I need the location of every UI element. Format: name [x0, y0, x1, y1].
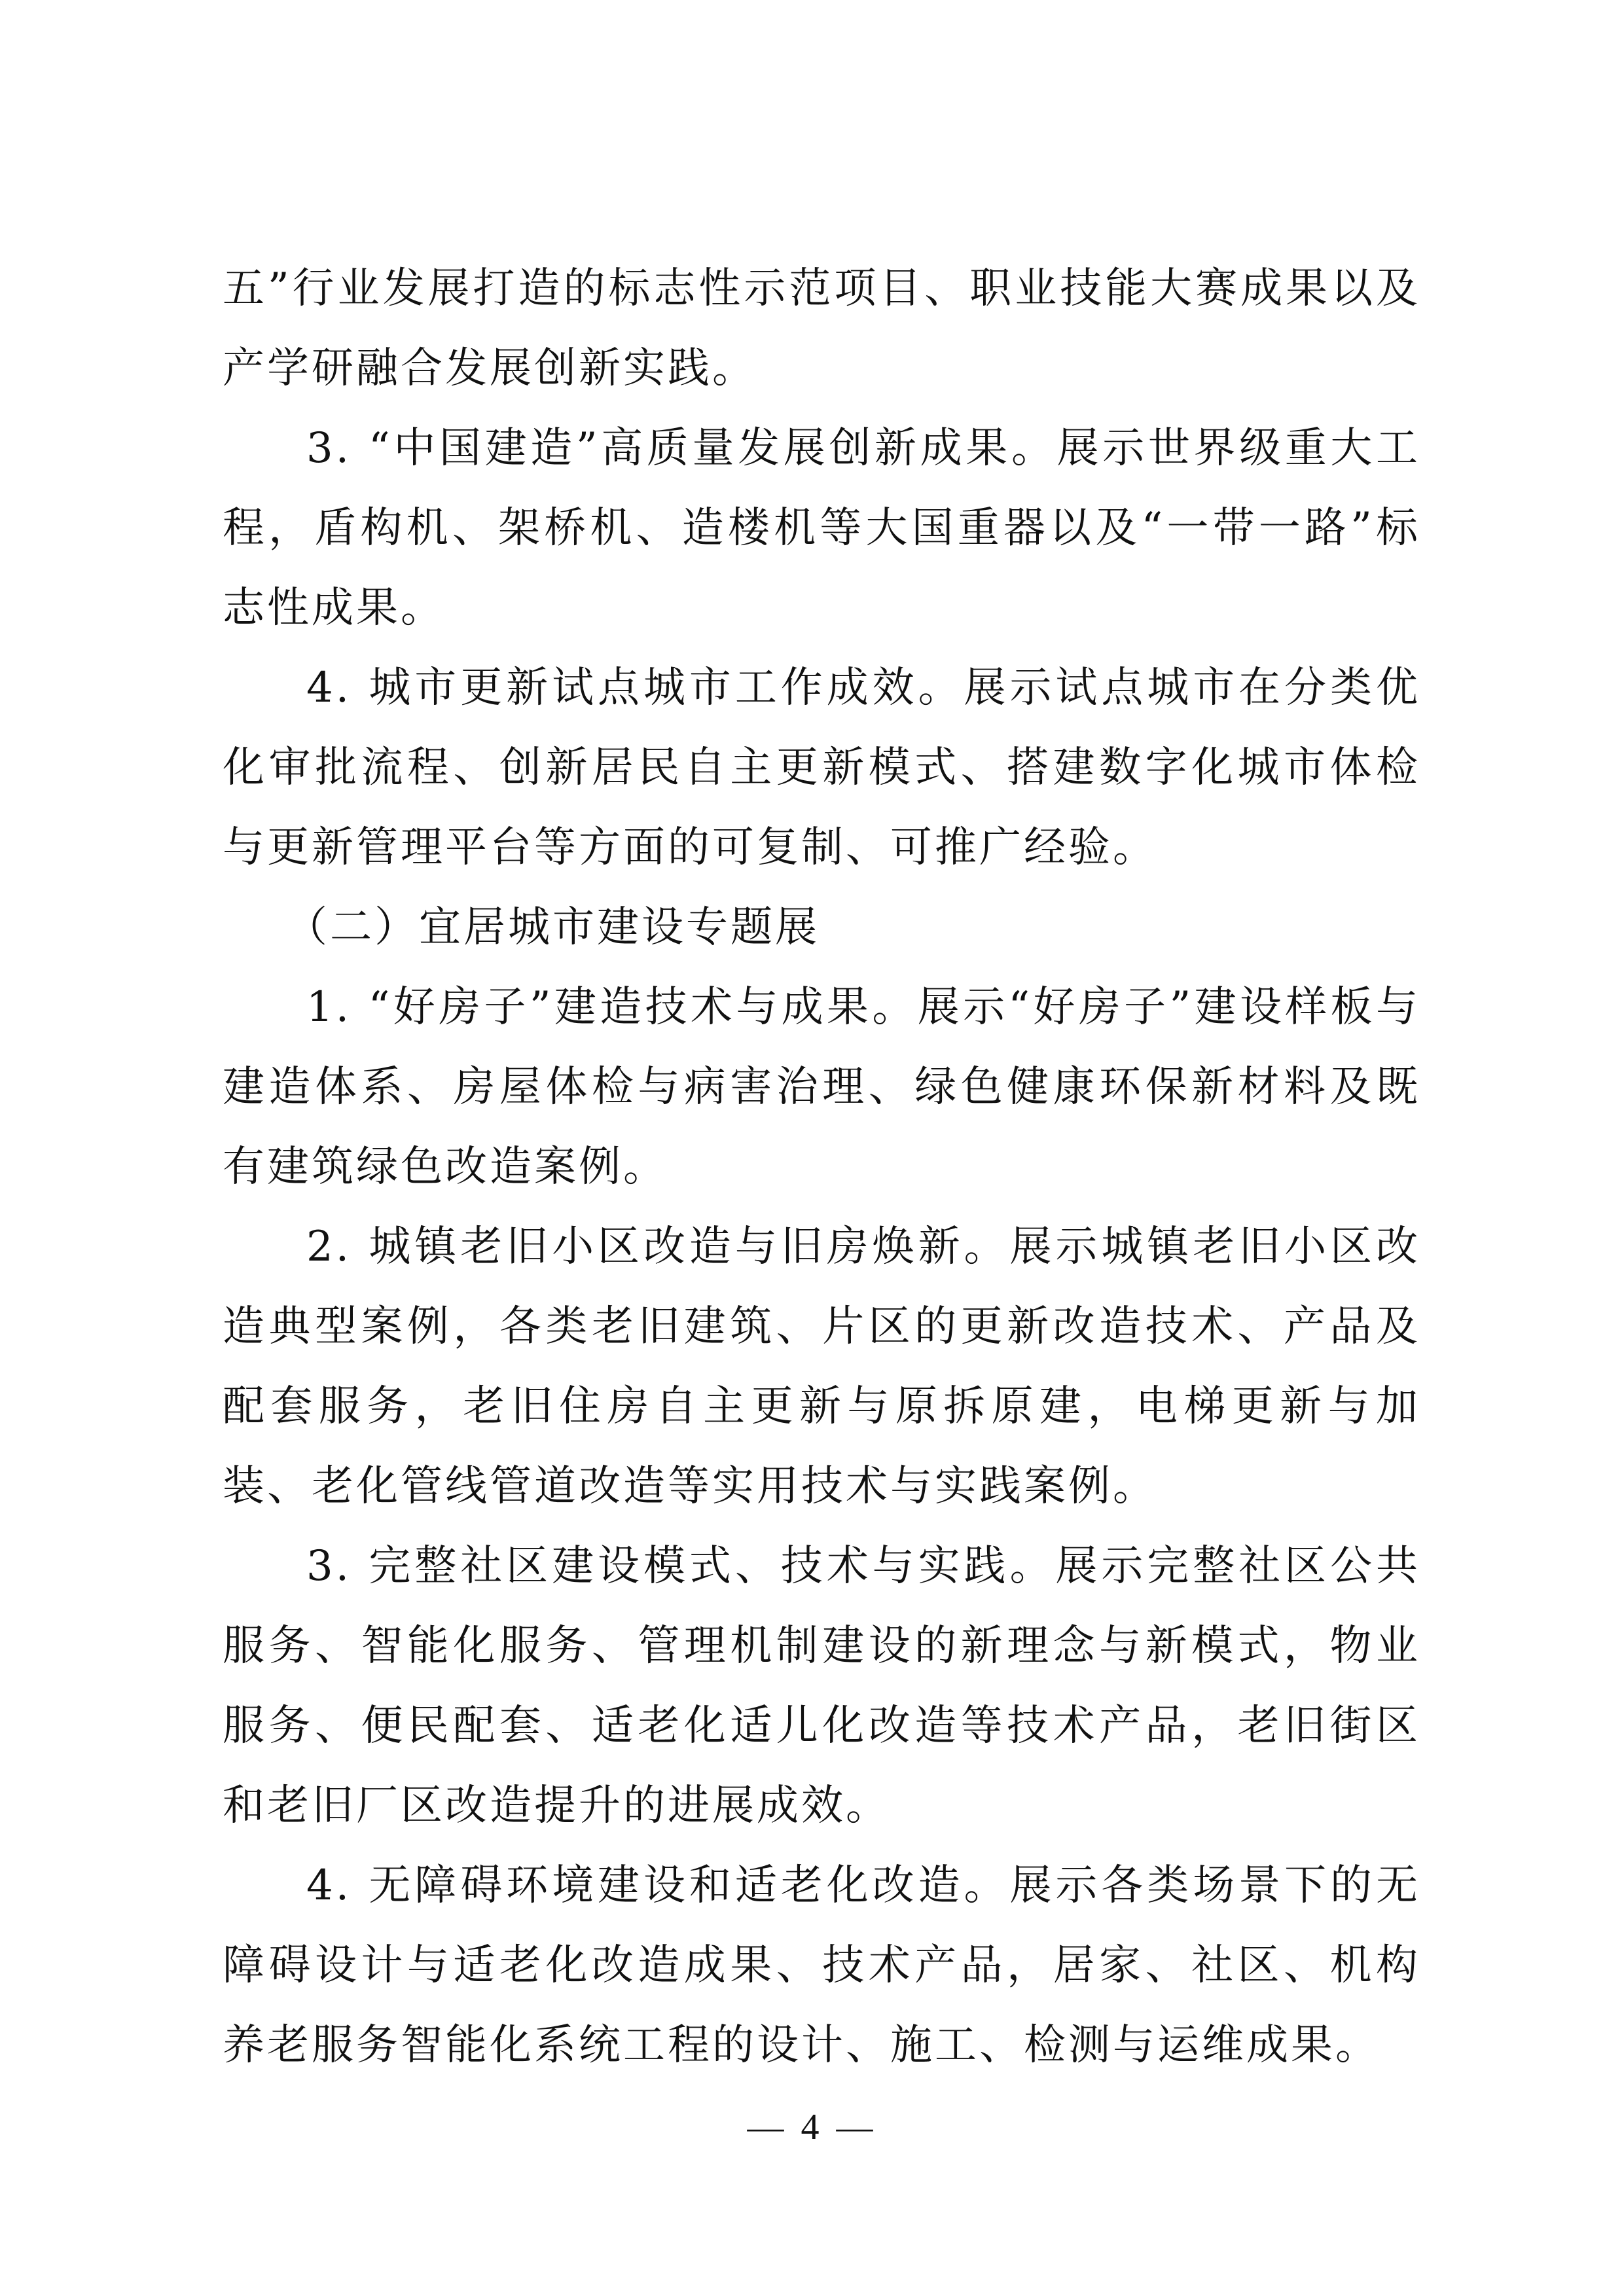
paragraph-item-4-urban-renewal: 4. 城市更新试点城市工作成效。展示试点城市在分类优化审批流程、创新居民自主更新模式、搭建数字化城市体检与更新管理平台等方面的可复制、可推广经验。	[223, 664, 1420, 872]
document-body	[223, 249, 1420, 2085]
paragraph-item-3-complete-community: 3. 完整社区建设模式、技术与实践。展示完整社区公共服务、智能化服务、管理机制建设的新理念与新模式，物业服务、便民配套、适老化适儿化改造等技术产品，老旧街区和老旧厂区改造提升的进展成效。	[223, 1542, 1420, 1830]
paragraph-item-1-good-housing: 1. “好房子”建造技术与成果。展示“好房子”建设样板与建造体系、房屋体检与病害治理、绿色健康环保新材料及既有建筑绿色改造案例。	[223, 983, 1420, 1191]
paragraph-item-3-china-construction: 3. “中国建造”高质量发展创新成果。展示世界级重大工程，盾构机、架桥机、造楼机等大国重器以及“一带一路”标志性成果。	[223, 424, 1420, 632]
page-number: — 4 —	[747, 2107, 877, 2147]
paragraph-continuation: 五”行业发展打造的标志性示范项目、职业技能大赛成果以及产学研融合发展创新实践。	[223, 264, 1420, 393]
section-heading-livable-city: （二）宜居城市建设专题展	[285, 903, 820, 952]
paragraph-item-4-barrier-free: 4. 无障碍环境建设和适老化改造。展示各类场景下的无障碍设计与适老化改造成果、技术产品，居家、社区、机构养老服务智能化系统工程的设计、施工、检测与运维成果。	[223, 1861, 1420, 2070]
paragraph-item-2-old-community: 2. 城镇老旧小区改造与旧房焕新。展示城镇老旧小区改造典型案例，各类老旧建筑、片区的更新改造技术、产品及配套服务，老旧住房自主更新与原拆原建，电梯更新与加装、老化管线管道改造等实用技术与实践案例。	[223, 1223, 1420, 1511]
